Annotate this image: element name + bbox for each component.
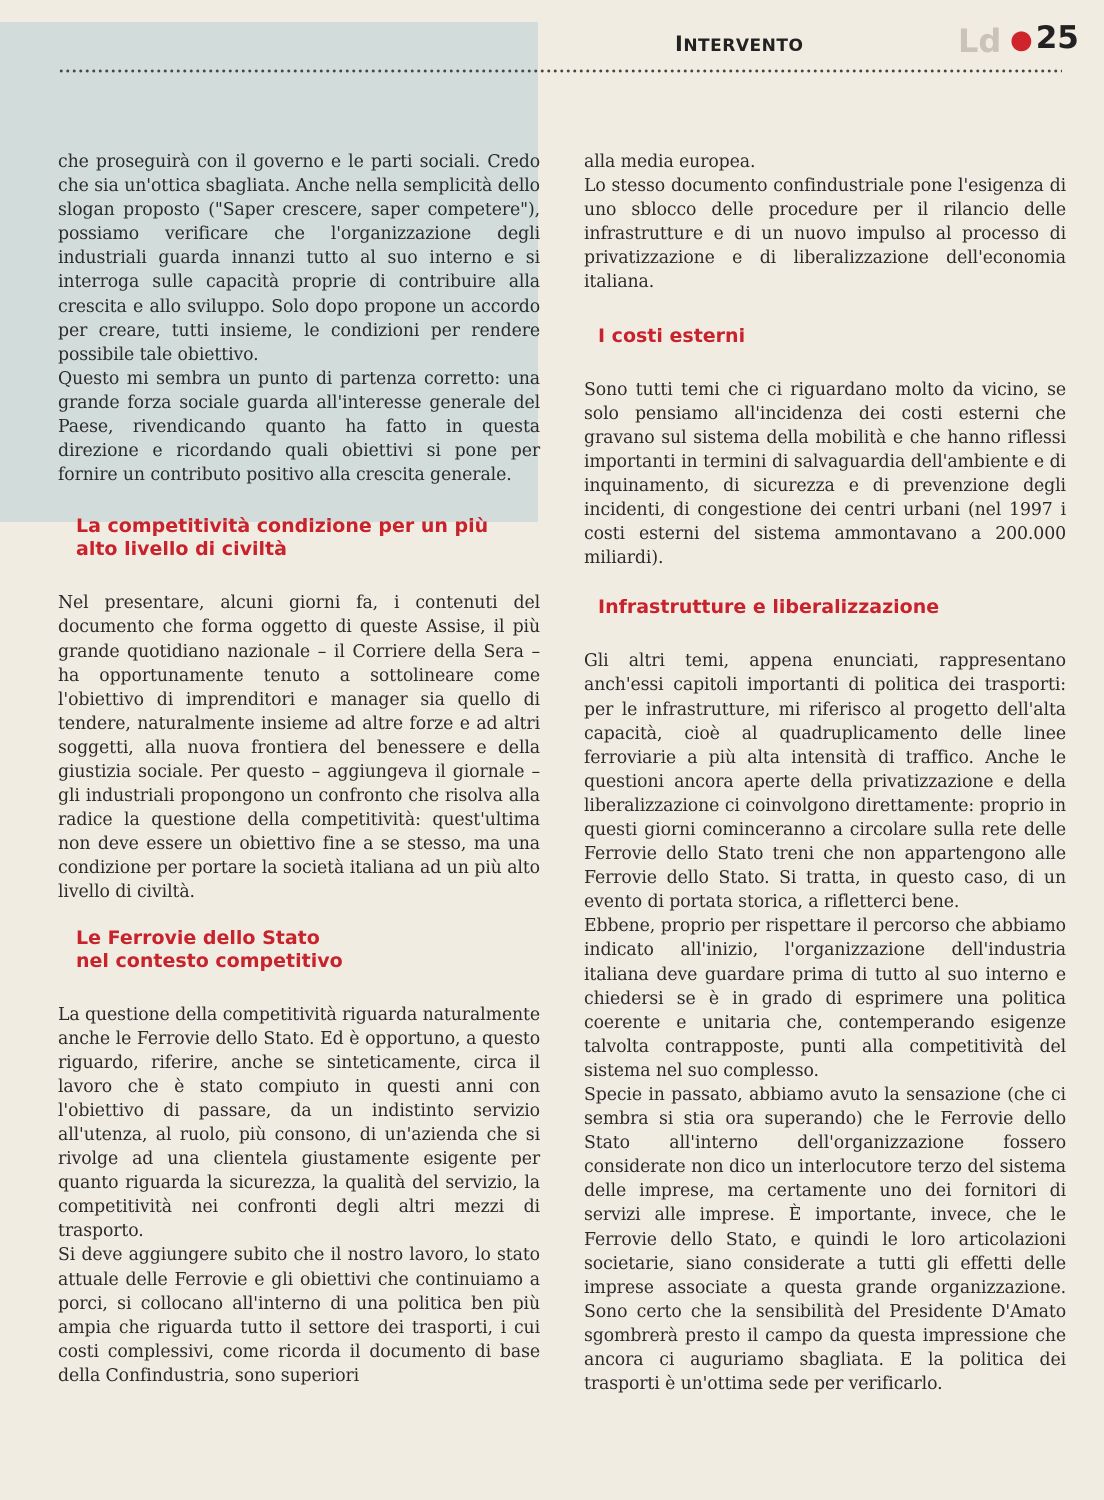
paragraph: alla media europea. — [584, 152, 756, 172]
paragraph: Questo mi sembra un punto di partenza corretto: una grande forza sociale guarda all'interesse generale del Paese, rivendicando quanto ha fatto in questa direzione e ricordando quali obiettivi si pone per fornire un contributo positivo alla crescita generale. — [58, 368, 540, 486]
section-heading: I costi esterni — [598, 324, 746, 347]
paragraph: Si deve aggiungere subito che il nostro lavoro, lo stato attuale delle Ferrovie e gli obiettivi che continuiamo a porci, si collocano all'interno di una politica ben più ampia che riguarda tutto il settore dei trasporti, i cui costi complessivi, come ricorda il documento di base della Confindustria, sono superiori — [58, 1245, 540, 1386]
paragraph: Gli altri temi, appena enunciati, rappresentano anch'essi capitoli importanti di politica dei trasporti: per le infrastrutture, mi riferisco al progetto dell'alta capacità, cioè al quadruplicamento delle linee ferroviarie a più alta intensità di traffico. Anche le questioni ancora aperte della privatizzazione e della liberalizzazione ci coinvolgono direttamente: proprio in questi giorni cominceranno a circolare sulla rete delle Ferrovie dello Stato treni che non appartengono alle Ferrovie dello Stato. Si tratta, in questo caso, di un evento di portata storica, a rifletterci bene. — [584, 651, 1066, 913]
section-heading — [58, 515, 540, 561]
paragraph: Specie in passato, abbiamo avuto la sensazione (che ci sembra si stia ora superando) che le Ferrovie dello Stato all'interno dell'organizzazione fossero considerate non dico un interlocutore terzo del sistema delle imprese, ma certamente uno dei fornitori di servizi alle imprese. È importante, invece, che le Ferrovie dello Stato, e quindi le loro articolazioni societarie, siano considerate a tutti gli effetti delle imprese associate a questa grande organizzazione. Sono certo che la sensibilità del Presidente D'Amato sgombrerà presto il campo da questa impressione che ancora ci auguriamo sbagliata. E la politica dei trasporti è un'ottima sede per verificarlo. — [584, 1085, 1066, 1395]
bullet-icon: ● — [1010, 25, 1033, 55]
magazine-logo: Ld — [958, 22, 1002, 60]
section-heading — [58, 927, 540, 973]
heading-line: La competitività condizione per un più — [76, 515, 489, 538]
paragraph: Nel presentare, alcuni giorni fa, i contenuti del documento che forma oggetto di queste Assise, il più grande quotidiano nazionale – il Corriere della Sera – ha opportunamente tenuto a sottolineare come l'obiettivo di imprenditori e manager sia quello di tendere, naturalmente insieme ad altre forze e ad altri soggetti, alla nuova frontiera del benessere e della giustizia sociale. Per questo – aggiungeva il giornale – gli industriali propongono un confronto che risolva alla radice la questione della competitività: quest'ultima non deve essere un obiettivo fine a se stesso, ma una condizione per portare la società italiana ad un più alto livello di civiltà. — [58, 593, 540, 903]
section-label-rest: NTERVENTO — [683, 36, 804, 56]
dotted-rule — [58, 68, 1062, 74]
heading-line: Le Ferrovie dello Stato — [76, 926, 320, 949]
heading-line: alto livello di civiltà — [76, 538, 287, 561]
paragraph: Lo stesso documento confindustriale pone l'esigenza di uno sblocco delle procedure per il rilancio delle infrastrutture e di un nuovo impulso al processo di privatizzazione e di liberalizzazione dell'economia italiana. — [584, 176, 1066, 293]
section-heading: Infrastrutture e liberalizzazione — [598, 596, 940, 619]
heading-line: nel contesto competitivo — [76, 949, 343, 972]
page-number — [1010, 20, 1079, 56]
paragraph: La questione della competitività riguarda naturalmente anche le Ferrovie dello Stato. Ed è opportuno, a questo riguardo, riferire, anche se sinteticamente, circa il lavoro che è stato compiuto in questi anni con l'obiettivo di passare, da un indistinto servizio all'utenza, al ruolo, più consono, di un'azienda che si rivolge ad una clientela giustamente esigente per quanto riguarda la sicurezza, la qualità del servizio, la competitività nei confronti degli altri mezzi di trasporto. — [58, 1004, 540, 1242]
section-label — [675, 32, 803, 56]
section-label-initial: I — [675, 32, 684, 56]
paragraph: che proseguirà con il governo e le parti sociali. Credo che sia un'ottica sbagliata. Anche nella semplicità dello slogan proposto ("Saper crescere, saper competere"), possiamo verificare che l'organizzazione degli industriali guarda innanzi tutto al suo interno e si interroga sulle capacità proprie di contribuire alla crescita e allo sviluppo. Solo dopo propone un accordo per creare, tutti insieme, le condizioni per rendere possibile tale obiettivo. — [58, 152, 540, 365]
right-column — [584, 150, 1066, 1396]
paragraph: Sono tutti temi che ci riguardano molto da vicino, se solo pensiamo all'incidenza dei costi esterni che gravano sul sistema della mobilità e che hanno riflessi importanti in termini di salvaguardia dell'ambiente e di inquinamento, di sicurezza e di prevenzione degli incidenti, di congestione dei centri urbani (nel 1997 i costi esterni del sistema ammontavano a 200.000 miliardi). — [584, 379, 1066, 569]
paragraph: Ebbene, proprio per rispettare il percorso che abbiamo indicato all'inizio, l'organizzazione dell'industria italiana deve guardare prima di tutto al suo interno e chiedersi se è in grado di esprimere una politica coerente e unitaria che, contemperando esigenze talvolta contrapposte, punti alla competitività del sistema nel suo complesso. — [584, 916, 1066, 1081]
left-column — [58, 150, 540, 1388]
page-number-value: 25 — [1035, 20, 1079, 56]
